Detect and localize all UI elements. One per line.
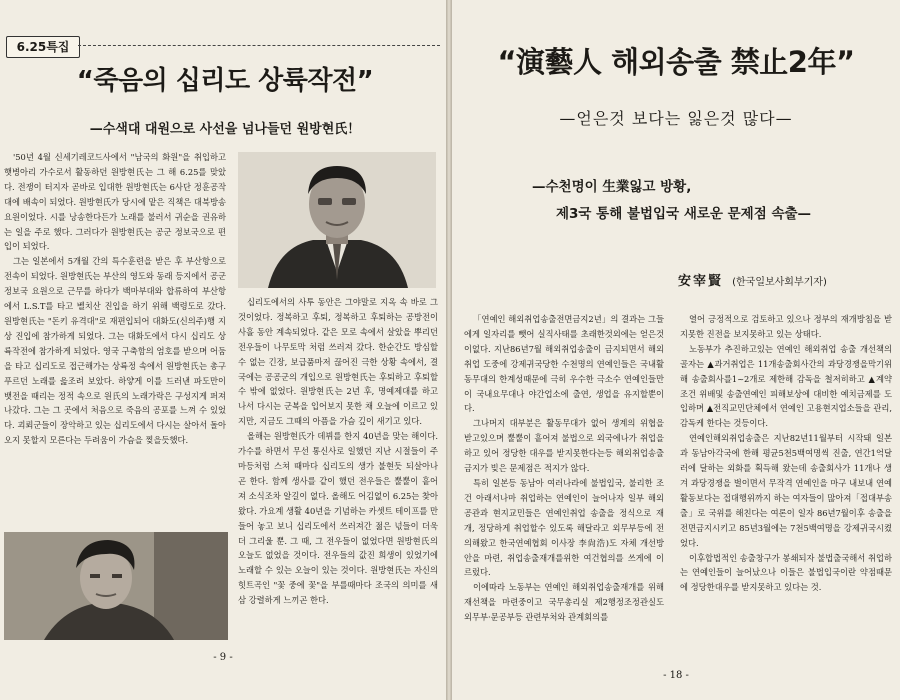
tag-rule bbox=[78, 45, 440, 46]
byline bbox=[678, 270, 894, 289]
right-page-number: - 18 - bbox=[663, 670, 689, 681]
byline-affiliation: (한국일보사회부기자) bbox=[732, 277, 827, 288]
left-article-subtitle: —수색대 대원으로 사선을 넘나들던 원방현氏！ bbox=[89, 122, 361, 137]
right-article-deck bbox=[532, 174, 872, 228]
right-col2-paragraph: 연예인해외취업송출은 지난82년11월부터 시작돼 일본과 동남아각국에 한해 평균5천5백여명씩 진출, 연간1억달러에 달하는 외화를 획득해 왔는데 송출회사가 11개나 생겨 과당경쟁을 벌이면서 무작격 연예인을 마구 내보내 연예활동보다는 접대행위까지 하는 여자들이 많아져「접대부송출」로 국위를 해친다는 여론이 일자 86년7월이후 송출을 전면금지시키고 85년3월에는 7천5백여명을 강제귀국시켰었다. bbox=[680, 433, 892, 548]
right-col1-paragraph: 이에따라 노동부는 연예인 해외취업송출재개를 위해 재선책을 마련중이고 국무총리실 제2행정조정관실도 외무부·문공부등 관련부처와 관계회의를 bbox=[464, 582, 664, 623]
left-column-2 bbox=[238, 295, 438, 657]
right-article-title: “演藝人 해외송출 禁止2年” bbox=[497, 45, 855, 79]
left-page-number: - 9 - bbox=[213, 652, 233, 663]
right-column-1 bbox=[464, 312, 664, 652]
left-page bbox=[0, 0, 446, 700]
right-col2-paragraph: 열어 긍정적으로 검토하고 있으나 정부의 재개방침을 받지못한 진전을 보지못하고 있는 상태다. bbox=[680, 314, 892, 339]
right-col2-paragraph: 노동부가 추진하고있는 연예인 해외취업 송출 개선책의 골자는 ▲과거취업은 11개송출회사간의 과당경쟁을막기위해 송출회사를1~2개로 제한해 감독을 철저히하고 ▲계약조건 위배및 송출연예인 피해보상에 대비한 예치금제를 도입하며 ▲전직교민단체에서 연예인 고용현지업소들을 관리, 감독케 한다는 것등이다. bbox=[680, 343, 892, 429]
right-article-subtitle: —얻은것 보다는 잃은것 많다— bbox=[559, 109, 793, 128]
right-col1-paragraph: 그나머지 대부분은 활동무대가 없어 생계의 위협을 받고있으며 뿔뿔이 흩어져 불법으로 외국에나가 취업을하고 있어 정당한 대우를 받지못한다는등 해외취업송출금지가 빚은 문제점은 적지가 않다. bbox=[464, 418, 664, 474]
deck-line-2: 제3국 통해 불법입국 새로운 문제점 속출— bbox=[556, 206, 812, 222]
portrait-photo-older bbox=[238, 152, 436, 288]
right-column-2 bbox=[680, 312, 892, 652]
left-col2-paragraph: 올해는 원방현氏가 데뷔를 한지 40년을 맞는 해이다. 가수를 하면서 무선 통신사로 일했던 지난 시절들이 주마등처럼 스쳐 때마다 십리도의 생가 불현듯 되살아나곤 한다. 함께 생사를 같이 했던 전우들은 뿔뿔이 흩어져 소식조차 알길이 없다. 올해도 어김없이 6.25는 찾아왔다. 가요계 생활 40년을 기념하는 카셋트 테이프를 만들어 놓고 보니 십리도에서 쓰러져간 젊은 넋들이 더욱 더 그리울 뿐. 그 때, 그 전우들이 없었다면 원방현氏의 오늘도 없었을 것이다. 전우들의 값진 희생이 있었기에 노래할 수 있는 오늘이 있는 것이다. 원방현氏는 자신의 힛트곡인 "꽃 중에 꽃"을 부를때마다 조국의 의미를 새삼 강렬하게 느끼곤 한다. bbox=[238, 431, 438, 606]
portrait-older-graphic bbox=[238, 152, 436, 288]
left-col1-paragraph: '50년 4월 신세기레코드사에서 "남국의 화원"을 취입하고 햇병아리 가수로서 활동하던 원방현氏는 그 해 6.25를 맞았다. 전쟁이 터지자 곧바로 입대한 원방현氏는 6사단 정훈공작대에 배속이 되었다. 원방현氏가 당시에 맡은 직책은 대북방송 요원이었다. 시를 낭송한다든가 노래를 불러서 귀순을 권유하는 일을 주로 했다. 그러다가 원방현氏는 공군 정보국으로 편입이 되었다. bbox=[4, 152, 226, 252]
left-col1-paragraph: 그는 일본에서 5개월 간의 특수훈련을 받은 후 부산항으로 전속이 되었다. 원방현氏는 부산의 영도와 동래 등지에서 공군 정보국 요원으로 근무를 하다가 백마부대와 합류하여 부산항에서 L.S.T를 타고 벨치산 진입을 하기 위해 백령도로 갔다. 원방현氏는 "돈키 유격대"로 재편입되어 대화도(신의주)행 지상 진입에 참가하게 되었다. 그는 대화도에서 다시 십리도 상륙작전에 참가하게 되었다. 영국 구축함의 엄호를 받으며 어둠을 타고 십리도로 접근해가는 상륙정 속에서 원방현氏는 총구 푸르던 노래를 읊조려 보았다. 하얗게 이를 드러낸 파도만이 뱃전을 때리는 정적 속으로 원氏의 노래가락은 구성지게 퍼져나갔다. 그는 그 곳에서 처음으로 죽음의 공포를 느껴 수 있었다. 괴뢰군들이 장악하고 있는 십리도에서 다시는 살아서 돌아오지 못할지 모른다는 두려움이 가슴을 찢을듯했다. bbox=[4, 256, 226, 446]
portrait-young-graphic bbox=[4, 532, 228, 640]
right-col2-paragraph: 이후합법적인 송출창구가 봉쇄되자 불법출국해서 취업하는 연예인들이 늘어났으나 이들은 불법입국이란 약점때문에 정당한대우를 받지못하고 있다는 것. bbox=[680, 552, 892, 593]
portrait-photo-young bbox=[4, 532, 228, 640]
right-page bbox=[452, 0, 900, 700]
deck-line-1: —수천명이 生業잃고 방황, bbox=[532, 179, 692, 195]
right-col1-paragraph: 「연예인 해외취업송출전면금지2년」의 결과는 그들에게 일자리를 뺏어 실직사태를 초래한것외에는 얻은것이없다. 지난86년7월 해외취업송출이 금지되면서 해외취업 도중에 강제귀국당한 수천명의 연예인들은 국내활동무대의 한계성때문에 극히 우수한 극소수 연예인들만이 국내요무대나 야간업소에 출연, 생업을 유지할뿐이다. bbox=[464, 314, 664, 414]
left-article-title: “죽음의 십리도 상륙작전” bbox=[76, 66, 374, 96]
right-col1-paragraph: 특히 일본등 동남아 여러나라에 불법입국, 불리한 조건 아래서나마 취업하는 연예인이 늘어나자 일부 해외공관과 현지교민들은 연예인취업 송출을 정식으로 재개, 정당하게 취업할수 있도록 해달라고 외무부등에 전의해왔고 한국연예협회 이사장 李尙浩)도 자체 개선방안을 마련, 취업송출재개를위한 여건협의를 쓰게에 이르렀다. bbox=[464, 477, 664, 578]
left-column-1 bbox=[4, 150, 226, 522]
left-col2-paragraph: 십리도에서의 사투 동안은 그야말로 지옥 속 바로 그것이었다. 정복하고 후퇴, 정복하고 후퇴하는 공방전이 사흘 동안 계속되었다. 같은 모로 속에서 살았을 뿌리던 전우들이 나무토막 처럼 쓰러져 갔다. 한순간도 방심할 수 없는 긴장, 보급품마저 끊어진 극한 상황 속에서, 결국에는 공공군의 개입으로 원방현氏는 후퇴하고 후퇴할 수 밖에 없었다. 원방현氏는 2년 후, 명예제대를 하고 나서 다시는 군복을 입어보지 못한 채 오늘에 이르고 있지만, 지금도 그때의 아픔을 가슴 깊이 새기고 있다. bbox=[238, 297, 438, 427]
section-tag: 6.25특집 bbox=[6, 36, 80, 58]
byline-name: 安宰賢 bbox=[678, 274, 724, 289]
